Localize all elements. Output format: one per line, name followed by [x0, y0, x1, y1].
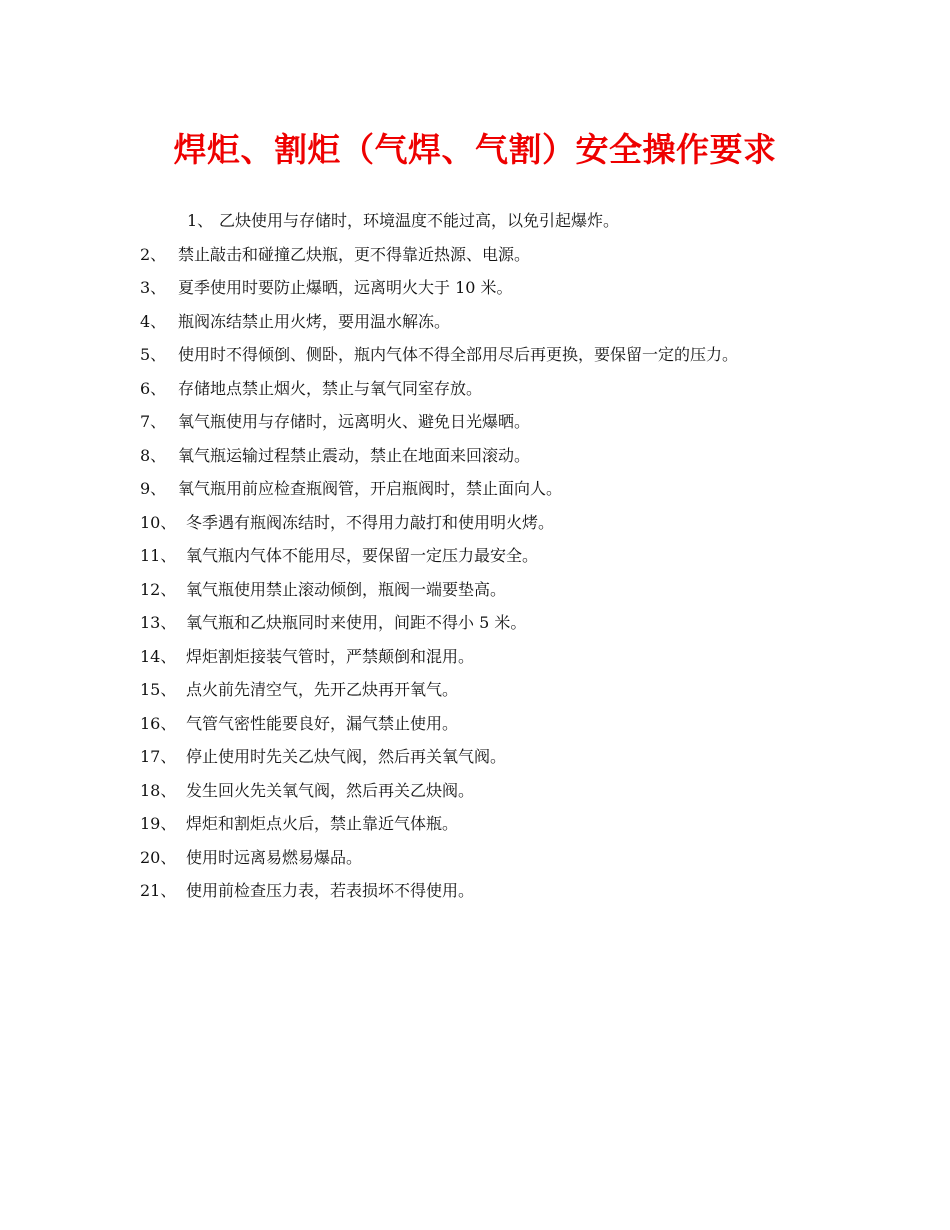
rule-text: 氧气瓶使用禁止滚动倾倒，瓶阀一端要垫高。: [186, 579, 507, 599]
rule-text: 使用时远离易燃易爆品。: [186, 847, 363, 867]
rule-text: 气管气密性能要良好，漏气禁止使用。: [186, 713, 459, 733]
list-item: [140, 707, 900, 741]
list-item: [140, 740, 900, 774]
rule-number: 4、: [140, 311, 167, 331]
list-item: [140, 439, 900, 473]
rule-text: 焊炬和割炬点火后，禁止靠近气体瓶。: [186, 814, 459, 833]
rule-number: 1、: [187, 211, 214, 230]
rule-number: 10、: [140, 512, 177, 532]
rule-number: 7、: [140, 412, 167, 431]
list-item: [140, 874, 900, 908]
rule-text: 存储地点禁止烟火，禁止与氧气同室存放。: [178, 378, 483, 398]
rule-text: 瓶阀冻结禁止用火烤，要用温水解冻。: [178, 311, 451, 331]
list-item: [140, 204, 900, 238]
rule-number: 11、: [140, 546, 177, 565]
list-item: [140, 673, 900, 707]
rule-number: 20、: [140, 847, 177, 867]
rule-text: 停止使用时先关乙炔气阀，然后再关氧气阀。: [186, 747, 507, 766]
list-item: [140, 774, 900, 808]
list-item: [140, 405, 900, 439]
rule-text: 使用时不得倾倒、侧卧，瓶内气体不得全部用尽后再更换，要保留一定的压力。: [178, 345, 739, 364]
list-item: [140, 573, 900, 607]
rule-text: 氧气瓶内气体不能用尽，要保留一定压力最安全。: [186, 546, 539, 565]
rule-number: 5、: [140, 345, 167, 364]
document-title: 焊炬、割炬（气焊、气割）安全操作要求: [173, 130, 777, 169]
list-item: [140, 807, 900, 841]
rule-text: 冬季遇有瓶阀冻结时，不得用力敲打和使用明火烤。: [186, 512, 555, 532]
list-item: [140, 539, 900, 573]
rule-number: 21、: [140, 881, 177, 900]
rule-text: 乙炔使用与存储时，环境温度不能过高，以免引起爆炸。: [219, 211, 620, 230]
rule-number: 15、: [140, 680, 177, 699]
rule-number: 8、: [140, 445, 167, 465]
rule-number: 6、: [140, 378, 167, 398]
rule-number: 14、: [140, 646, 177, 666]
rule-text: 氧气瓶使用与存储时，远离明火、避免日光爆晒。: [178, 412, 531, 431]
list-item: [140, 338, 900, 372]
rule-number: 9、: [140, 479, 167, 498]
list-item: [140, 640, 900, 674]
safety-rules-list: [140, 204, 900, 908]
list-item: [140, 238, 900, 272]
list-item: [140, 606, 900, 640]
rule-number: 19、: [140, 814, 177, 833]
list-item: [140, 472, 900, 506]
rule-number: 3、: [140, 278, 167, 297]
list-item: [140, 506, 900, 540]
rule-number: 16、: [140, 713, 177, 733]
rule-text: 点火前先清空气，先开乙炔再开氧气。: [186, 680, 459, 699]
rule-number: 2、: [140, 244, 167, 264]
rule-text: 氧气瓶运输过程禁止震动，禁止在地面来回滚动。: [178, 445, 531, 465]
rule-text: 发生回火先关氧气阀，然后再关乙炔阀。: [186, 780, 475, 800]
rule-text: 禁止敲击和碰撞乙炔瓶，更不得靠近热源、电源。: [178, 244, 531, 264]
rule-number: 12、: [140, 579, 177, 599]
rule-text: 使用前检查压力表，若表损坏不得使用。: [186, 881, 475, 900]
list-item: [140, 372, 900, 406]
list-item: [140, 271, 900, 305]
rule-text: 氧气瓶和乙炔瓶同时来使用，间距不得小 5 米。: [186, 613, 527, 632]
list-item: [140, 841, 900, 875]
list-item: [140, 305, 900, 339]
rule-number: 18、: [140, 780, 177, 800]
rule-text: 氧气瓶用前应检查瓶阀管，开启瓶阀时，禁止面向人。: [178, 479, 563, 498]
rule-number: 13、: [140, 613, 177, 632]
rule-text: 夏季使用时要防止爆晒，远离明火大于 10 米。: [178, 278, 513, 297]
rule-number: 17、: [140, 747, 177, 766]
rule-text: 焊炬割炬接装气管时，严禁颠倒和混用。: [186, 646, 475, 666]
